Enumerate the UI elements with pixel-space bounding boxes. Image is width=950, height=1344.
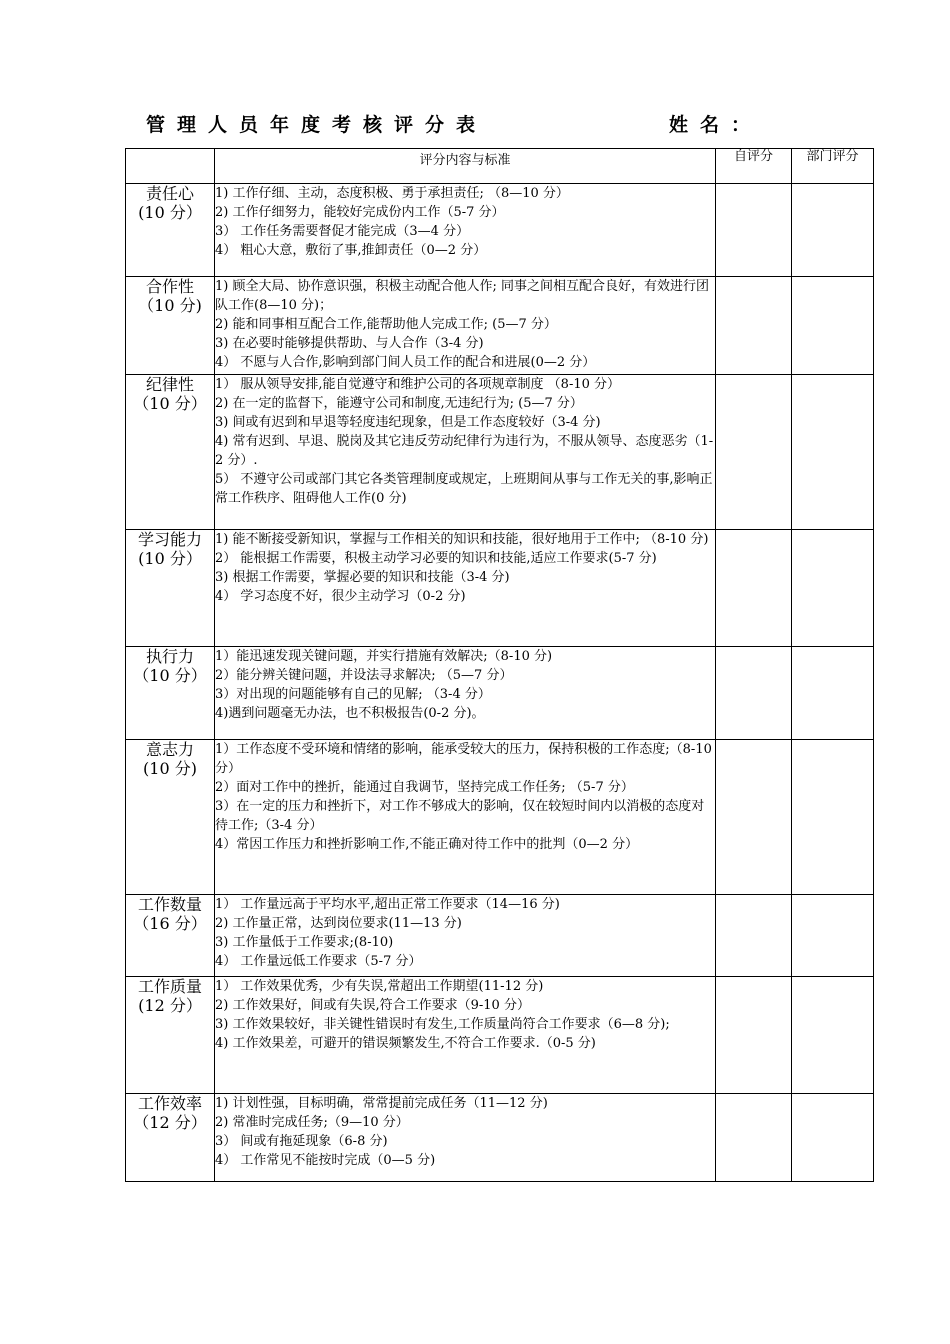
dept-score-cell[interactable] — [792, 375, 874, 530]
table-row — [126, 375, 874, 530]
self-score-cell[interactable] — [716, 277, 792, 375]
table-row — [126, 530, 874, 647]
category-score: (10 分） — [138, 203, 202, 222]
self-score-cell[interactable] — [716, 740, 792, 895]
category-name: 合作性 — [145, 277, 194, 296]
header-category — [126, 149, 215, 184]
dept-score-cell[interactable] — [792, 277, 874, 375]
category-score: （16 分） — [133, 914, 207, 933]
self-score-cell[interactable] — [716, 895, 792, 977]
category-name: 意志力 — [145, 740, 194, 759]
table-row — [126, 277, 874, 375]
header-content: 评分内容与标准 — [215, 149, 716, 184]
criteria-item: 3) 根据工作需要，掌握必要的知识和技能（3-4 分) — [215, 570, 510, 585]
criteria-item: 2) 工作仔细努力，能较好完成份内工作（5-7 分） — [215, 205, 505, 220]
category-cell — [126, 375, 215, 530]
criteria-item: 1) 工作仔细、主动，态度积极、勇于承担责任; （8—10 分） — [215, 186, 569, 201]
criteria-item: 4） 工作常见不能按时完成（0—5 分) — [215, 1153, 436, 1168]
category-name: 执行力 — [145, 647, 194, 666]
criteria-item: 4) 工作效果差，可避开的错误频繁发生,不符合工作要求.（0-5 分) — [215, 1036, 596, 1051]
criteria-item: 3) 间或有迟到和早退等轻度违纪现象，但是工作态度较好（3-4 分) — [215, 415, 601, 430]
self-score-cell[interactable] — [716, 1094, 792, 1182]
criteria-item: 1）能迅速发现关键问题，并实行措施有效解决;（8-10 分) — [215, 649, 553, 664]
category-score: （10 分） — [133, 666, 207, 685]
criteria-item: 1) 计划性强，目标明确，常常提前完成任务（11—12 分) — [215, 1096, 548, 1111]
criteria-item: 4） 粗心大意，敷衍了事,推卸责任（0—2 分） — [215, 243, 487, 258]
evaluation-table — [125, 148, 874, 1182]
criteria-item: 1) 顾全大局、协作意识强，积极主动配合他人作; 同事之间相互配合良好，有效进行团队工作(8—10 分)； — [215, 279, 709, 313]
criteria-item: 2) 工作效果好，间或有失误,符合工作要求（9-10 分） — [215, 998, 530, 1013]
self-score-cell[interactable] — [716, 184, 792, 277]
dept-score-cell[interactable] — [792, 1094, 874, 1182]
criteria-item: 2) 常准时完成任务;（9—10 分） — [215, 1115, 409, 1130]
criteria-item: 3） 工作任务需要督促才能完成（3—4 分） — [215, 224, 470, 239]
dept-score-cell[interactable] — [792, 977, 874, 1094]
table-header-row — [126, 149, 874, 184]
criteria-cell — [215, 375, 716, 530]
criteria-item: 3）对出现的问题能够有自己的见解; （3-4 分） — [215, 687, 491, 702]
header-dept-score: 部门评分 — [792, 149, 874, 184]
criteria-item: 2) 能和同事相互配合工作,能帮助他人完成工作; (5—7 分） — [215, 317, 557, 332]
criteria-item: 5） 不遵守公司或部门其它各类管理制度或规定，上班期间从事与工作无关的事,影响正常工作秩序、阻碍他人工作(0 分) — [215, 472, 713, 506]
table-body — [126, 184, 874, 1182]
criteria-item: 4） 工作量远低工作要求（5-7 分） — [215, 954, 422, 969]
criteria-item: 4） 学习态度不好，很少主动学习（0-2 分) — [215, 589, 466, 604]
criteria-item: 2）面对工作中的挫折，能通过自我调节，坚持完成工作任务; （5-7 分） — [215, 780, 634, 795]
name-label: 姓名： — [669, 114, 763, 136]
criteria-cell — [215, 277, 716, 375]
category-cell — [126, 895, 215, 977]
category-cell — [126, 977, 215, 1094]
category-name: 责任心 — [145, 184, 194, 203]
criteria-item: 4） 不愿与人合作,影响到部门间人员工作的配合和进展(0—2 分） — [215, 355, 596, 370]
criteria-cell — [215, 740, 716, 895]
criteria-item: 3) 工作效果较好，非关键性错误时有发生,工作质量尚符合工作要求（6—8 分); — [215, 1017, 670, 1032]
category-name: 学习能力 — [137, 530, 202, 549]
dept-score-cell[interactable] — [792, 530, 874, 647]
category-cell — [126, 740, 215, 895]
criteria-item: 1） 工作效果优秀，少有失误,常超出工作期望(11-12 分) — [215, 979, 544, 994]
criteria-item: 3) 工作量低于工作要求;(8-10) — [215, 935, 394, 950]
header — [146, 110, 766, 140]
dept-score-cell[interactable] — [792, 647, 874, 740]
table-row — [126, 184, 874, 277]
criteria-item: 2）能分辨关键问题，并设法寻求解决; （5—7 分） — [215, 668, 513, 683]
category-score: (10 分） — [138, 549, 202, 568]
criteria-item: 4)遇到问题毫无办法，也不积极报告(0-2 分)。 — [215, 706, 485, 721]
category-score: （10 分） — [133, 394, 207, 413]
category-score: （12 分） — [133, 1113, 207, 1132]
criteria-cell — [215, 977, 716, 1094]
criteria-item: 1）工作态度不受环境和情绪的影响，能承受较大的压力，保持积极的工作态度;（8-10 分） — [215, 742, 712, 776]
table-row — [126, 895, 874, 977]
criteria-item: 1） 服从领导安排,能自觉遵守和维护公司的各项规章制度 （8-10 分） — [215, 377, 621, 392]
dept-score-cell[interactable] — [792, 740, 874, 895]
criteria-cell — [215, 647, 716, 740]
criteria-item: 1) 能不断接受新知识，掌握与工作相关的知识和技能，很好地用于工作中; （8-10 分) — [215, 532, 709, 547]
category-name: 工作效率 — [137, 1094, 202, 1113]
criteria-item: 2) 在一定的监督下，能遵守公司和制度,无违纪行为; (5—7 分） — [215, 396, 583, 411]
header-self-score: 自评分 — [716, 149, 792, 184]
criteria-item: 2） 能根据工作需要，积极主动学习必要的知识和技能,适应工作要求(5-7 分) — [215, 551, 657, 566]
criteria-cell — [215, 184, 716, 277]
category-name: 工作数量 — [137, 895, 202, 914]
category-score: (10 分) — [143, 759, 197, 778]
self-score-cell[interactable] — [716, 647, 792, 740]
criteria-item: 3） 间或有拖延现象（6-8 分) — [215, 1134, 388, 1149]
table-row — [126, 1094, 874, 1182]
category-score: （10 分) — [138, 296, 202, 315]
table-row — [126, 647, 874, 740]
criteria-item: 4）常因工作压力和挫折影响工作,不能正确对待工作中的批判（0—2 分） — [215, 837, 639, 852]
self-score-cell[interactable] — [716, 977, 792, 1094]
page-title: 管理人员年度考核评分表 — [146, 114, 488, 136]
category-name: 工作质量 — [137, 977, 202, 996]
self-score-cell[interactable] — [716, 375, 792, 530]
criteria-item: 4) 常有迟到、早退、脱岗及其它违反劳动纪律行为违行为，不服从领导、态度恶劣（1-2 分）. — [215, 434, 714, 468]
dept-score-cell[interactable] — [792, 184, 874, 277]
category-score: (12 分） — [138, 996, 202, 1015]
category-cell — [126, 530, 215, 647]
criteria-cell — [215, 530, 716, 647]
criteria-cell — [215, 1094, 716, 1182]
criteria-item: 2) 工作量正常，达到岗位要求(11—13 分) — [215, 916, 462, 931]
category-cell — [126, 277, 215, 375]
category-cell — [126, 647, 215, 740]
criteria-item: 1） 工作量远高于平均水平,超出正常工作要求（14—16 分) — [215, 897, 560, 912]
self-score-cell[interactable] — [716, 530, 792, 647]
category-cell — [126, 1094, 215, 1182]
dept-score-cell[interactable] — [792, 895, 874, 977]
table-row — [126, 740, 874, 895]
criteria-item: 3) 在必要时能够提供帮助、与人合作（3-4 分) — [215, 336, 484, 351]
category-cell — [126, 184, 215, 277]
criteria-cell — [215, 895, 716, 977]
category-name: 纪律性 — [145, 375, 194, 394]
criteria-item: 3）在一定的压力和挫折下，对工作不够成大的影响，仅在较短时间内以消极的态度对待工作;（3-4 分） — [215, 799, 705, 833]
table-row — [126, 977, 874, 1094]
